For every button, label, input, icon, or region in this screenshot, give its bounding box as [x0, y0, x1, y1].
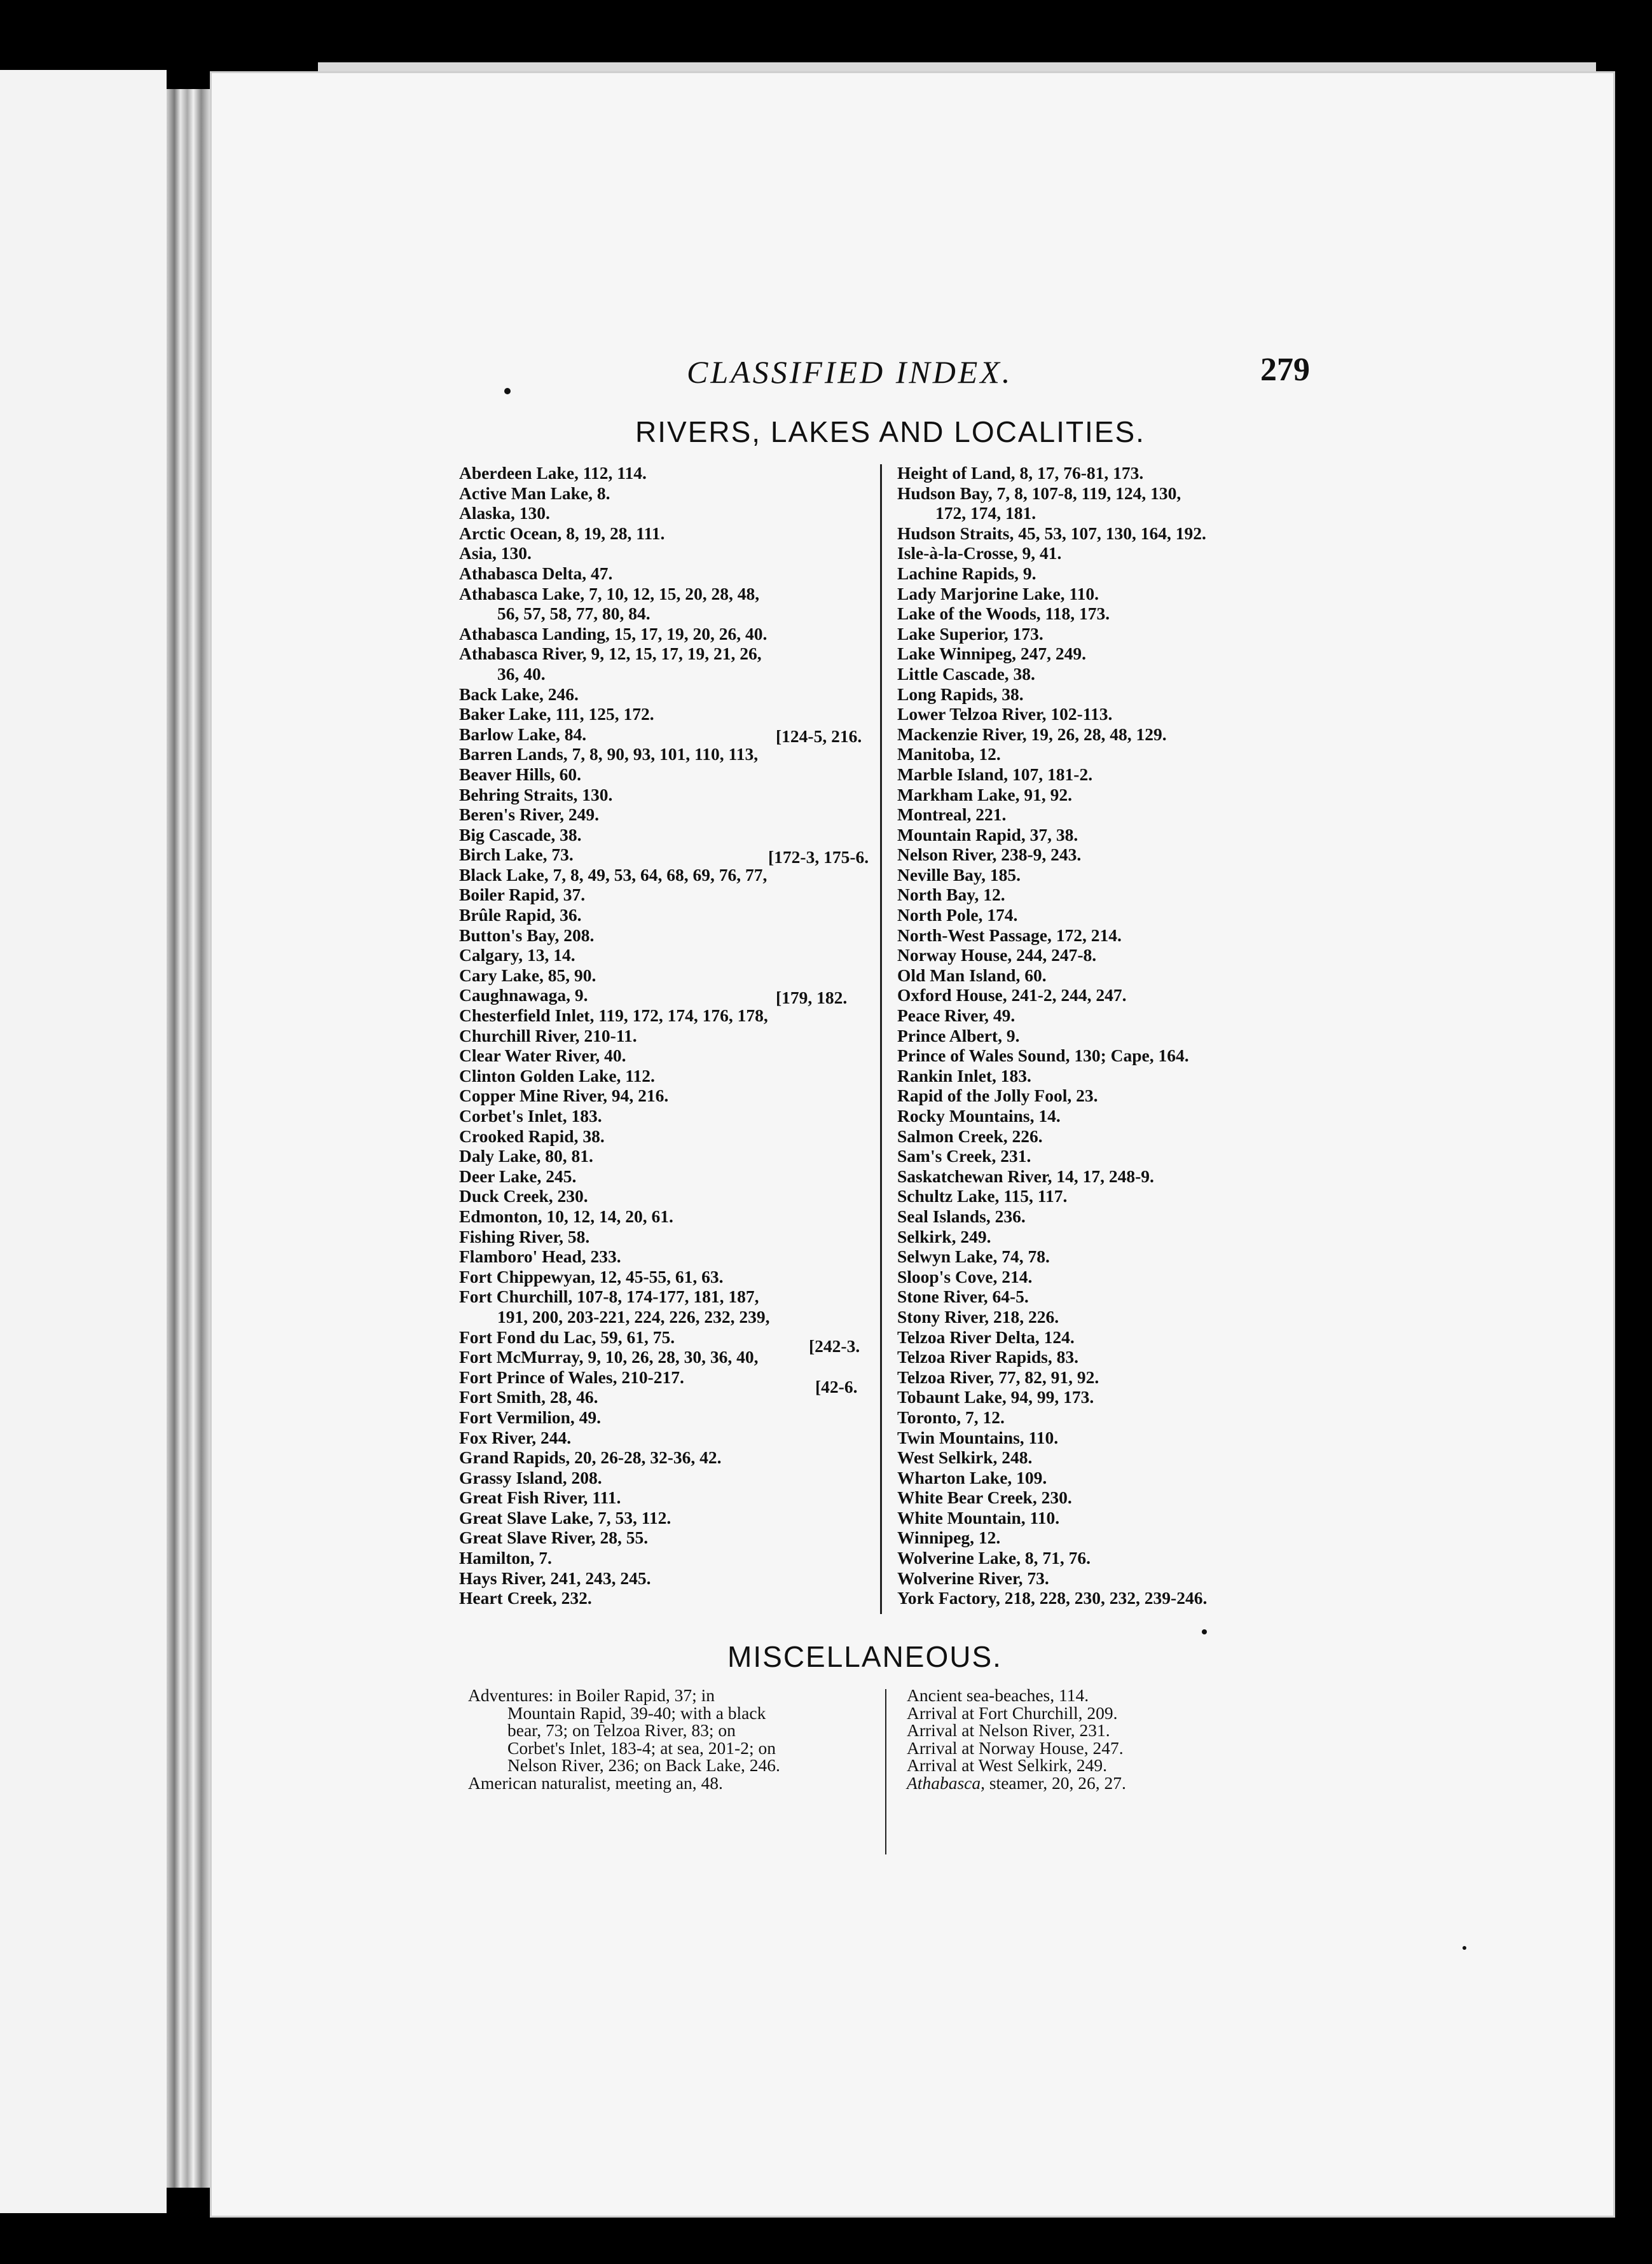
index-entry: Rocky Mountains, 14. — [897, 1106, 1061, 1126]
index-entry: Crooked Rapid, 38. — [459, 1126, 605, 1146]
index-entry: Fishing River, 58. — [459, 1226, 590, 1246]
index-entry: Asia, 130. — [459, 543, 532, 563]
index-entry: Grand Rapids, 20, 26-28, 32-36, 42. — [459, 1447, 722, 1468]
index-entry: Saskatchewan River, 14, 17, 248-9. — [897, 1166, 1154, 1186]
index-entry: Selwyn Lake, 74, 78. — [897, 1246, 1050, 1267]
index-entry: Old Man Island, 60. — [897, 965, 1047, 985]
index-entry: Little Cascade, 38. — [897, 663, 1035, 684]
index-entry: Duck Creek, 230. — [459, 1186, 588, 1206]
ink-speck — [1202, 1629, 1207, 1634]
index-entry: York Factory, 218, 228, 230, 232, 239-246. — [897, 1588, 1208, 1608]
index-entry: Fort Chippewyan, 12, 45-55, 61, 63. — [459, 1266, 724, 1287]
index-entry: Prince Albert, 9. — [897, 1025, 1020, 1046]
index-entry: Great Fish River, 111. — [459, 1487, 621, 1508]
index-entry: Athabasca Lake, 7, 10, 12, 15, 20, 28, 48, — [459, 583, 760, 604]
index-entry: Brûle Rapid, 36. — [459, 905, 582, 925]
index-entry: North Pole, 174. — [897, 905, 1018, 925]
index-entry: Manitoba, 12. — [897, 744, 1001, 764]
index-entry: Lake Winnipeg, 247, 249. — [897, 644, 1086, 664]
index-entry: Telzoa River Delta, 124. — [897, 1327, 1075, 1347]
misc-left-column — [468, 1687, 875, 1792]
index-entry: Fort Churchill, 107-8, 174-177, 181, 187, — [459, 1287, 759, 1307]
index-entry: Fort Vermilion, 49. — [459, 1407, 602, 1427]
column-divider — [880, 464, 882, 1614]
misc-entry-adventures — [468, 1687, 875, 1774]
ink-speck — [1463, 1946, 1466, 1950]
index-entry: Hays River, 241, 243, 245. — [459, 1568, 651, 1588]
index-entry: Arctic Ocean, 8, 19, 28, 111. — [459, 523, 665, 543]
index-entry: Deer Lake, 245. — [459, 1166, 577, 1186]
index-entry: Beren's River, 249. — [459, 804, 599, 825]
misc-right-column — [907, 1687, 1126, 1792]
index-entry: Birch Lake, 73. — [459, 845, 574, 865]
index-entry: Corbet's Inlet, 183. — [459, 1106, 602, 1126]
index-entry: Telzoa River Rapids, 83. — [897, 1347, 1078, 1367]
index-entry: Athabasca Landing, 15, 17, 19, 20, 26, 40. — [459, 623, 767, 644]
overflow-note: [124-5, 216. — [776, 726, 862, 746]
index-entry: Hudson Bay, 7, 8, 107-8, 119, 124, 130, — [897, 483, 1181, 503]
index-entry: Lake of the Woods, 118, 173. — [897, 604, 1110, 624]
index-entry: Churchill River, 210-11. — [459, 1025, 637, 1046]
index-entry: Wharton Lake, 109. — [897, 1467, 1047, 1487]
steamer-details: steamer, 20, 26, 27. — [984, 1772, 1126, 1793]
index-entry: Grassy Island, 208. — [459, 1467, 602, 1487]
misc-adventures-line: Adventures: in Boiler Rapid, 37; in — [468, 1685, 715, 1705]
index-entry-continuation: 191, 200, 203-221, 224, 226, 232, 239, — [497, 1306, 770, 1327]
overflow-note: [172-3, 175-6. — [768, 847, 869, 867]
index-entry: Daly Lake, 80, 81. — [459, 1146, 593, 1166]
index-entry-continuation: 172, 174, 181. — [935, 503, 1036, 523]
misc-adventures-line: Nelson River, 236; on Back Lake, 246. — [507, 1755, 780, 1776]
running-title: CLASSIFIED INDEX. — [687, 354, 1013, 390]
index-entry: Rankin Inlet, 183. — [897, 1065, 1031, 1086]
steamer-name: Athabasca, — [907, 1772, 985, 1793]
index-entry: Norway House, 244, 247-8. — [897, 945, 1097, 965]
index-entry: Tobaunt Lake, 94, 99, 173. — [897, 1387, 1094, 1407]
ink-speck — [504, 388, 511, 394]
index-entry: Black Lake, 7, 8, 49, 53, 64, 68, 69, 76, 77, — [459, 864, 767, 885]
index-entry: Fort Smith, 28, 46. — [459, 1387, 598, 1407]
index-entry: Beaver Hills, 60. — [459, 764, 581, 784]
index-entry-continuation: 36, 40. — [497, 663, 546, 684]
misc-entry-athabasca-steamer — [907, 1774, 1126, 1792]
index-entry: Great Slave River, 28, 55. — [459, 1528, 649, 1548]
index-entry: Winnipeg, 12. — [897, 1528, 1001, 1548]
index-entry: Wolverine River, 73. — [897, 1568, 1049, 1588]
index-entry: Athabasca River, 9, 12, 15, 17, 19, 21, 26, — [459, 644, 762, 664]
index-entry: Chesterfield Inlet, 119, 172, 174, 176, 178, — [459, 1005, 768, 1026]
index-entry: Sloop's Cove, 214. — [897, 1266, 1033, 1287]
misc-entry-american-naturalist: American naturalist, meeting an, 48. — [468, 1772, 723, 1793]
index-entry: Hamilton, 7. — [459, 1548, 552, 1568]
index-entry: Lower Telzoa River, 102-113. — [897, 704, 1113, 724]
index-entry: Fox River, 244. — [459, 1427, 572, 1447]
index-entry: Oxford House, 241-2, 244, 247. — [897, 985, 1127, 1005]
misc-entry: Arrival at Nelson River, 231. — [907, 1720, 1110, 1741]
index-entry: Rapid of the Jolly Fool, 23. — [897, 1086, 1098, 1106]
index-entry: Caughnawaga, 9. — [459, 985, 588, 1005]
page-number: 279 — [1260, 352, 1310, 388]
index-entry: Clear Water River, 40. — [459, 1046, 626, 1066]
index-entry: Fort McMurray, 9, 10, 26, 28, 30, 36, 40, — [459, 1347, 759, 1367]
running-header — [687, 354, 1310, 398]
index-entry: Prince of Wales Sound, 130; Cape, 164. — [897, 1046, 1189, 1066]
book-gutter — [167, 89, 210, 2188]
index-entry-continuation: 56, 57, 58, 77, 80, 84. — [497, 604, 650, 624]
index-entry: Behring Straits, 130. — [459, 784, 613, 804]
section-title-miscellaneous: MISCELLANEOUS. — [727, 1640, 1002, 1673]
index-entry: Big Cascade, 38. — [459, 824, 582, 845]
rivers-left-column — [459, 463, 770, 1608]
index-entry: West Selkirk, 248. — [897, 1447, 1033, 1468]
index-entry: Stone River, 64-5. — [897, 1287, 1029, 1307]
misc-entry: Arrival at West Selkirk, 249. — [907, 1755, 1108, 1776]
index-entry: Markham Lake, 91, 92. — [897, 784, 1072, 804]
index-entry: Seal Islands, 236. — [897, 1206, 1026, 1226]
index-entry: Alaska, 130. — [459, 503, 550, 523]
index-entry: Toronto, 7, 12. — [897, 1407, 1005, 1427]
misc-adventures-line: Corbet's Inlet, 183-4; at sea, 201-2; on — [507, 1737, 776, 1758]
misc-column-divider — [885, 1689, 886, 1854]
index-entry: North Bay, 12. — [897, 885, 1005, 905]
misc-entry: Arrival at Fort Churchill, 209. — [907, 1702, 1118, 1723]
index-entry: Salmon Creek, 226. — [897, 1126, 1043, 1146]
index-entry: Fort Prince of Wales, 210-217. — [459, 1367, 684, 1387]
index-entry: Aberdeen Lake, 112, 114. — [459, 463, 647, 483]
overflow-note: [179, 182. — [776, 988, 848, 1007]
index-entry: Edmonton, 10, 12, 14, 20, 61. — [459, 1206, 673, 1226]
index-entry: Height of Land, 8, 17, 76-81, 173. — [897, 463, 1144, 483]
misc-entry: Ancient sea-beaches, 114. — [907, 1685, 1089, 1705]
index-entry: Marble Island, 107, 181-2. — [897, 764, 1093, 784]
index-entry: Great Slave Lake, 7, 53, 112. — [459, 1507, 671, 1528]
index-entry: Lake Superior, 173. — [897, 623, 1043, 644]
index-entry: Barlow Lake, 84. — [459, 724, 587, 744]
index-entry: Sam's Creek, 231. — [897, 1146, 1031, 1166]
index-entry: Hudson Straits, 45, 53, 107, 130, 164, 192. — [897, 523, 1206, 543]
index-entry: Clinton Golden Lake, 112. — [459, 1065, 655, 1086]
index-entry: Peace River, 49. — [897, 1005, 1015, 1026]
index-entry: Fort Fond du Lac, 59, 61, 75. — [459, 1327, 675, 1347]
index-entry: Schultz Lake, 115, 117. — [897, 1186, 1068, 1206]
misc-entry: Arrival at Norway House, 247. — [907, 1737, 1124, 1758]
index-entry: Twin Mountains, 110. — [897, 1427, 1059, 1447]
index-entry: Neville Bay, 185. — [897, 864, 1021, 885]
index-entry: Montreal, 221. — [897, 804, 1007, 825]
section-title-rivers: RIVERS, LAKES AND LOCALITIES. — [635, 415, 1145, 448]
rivers-right-column — [897, 463, 1207, 1608]
index-entry: Copper Mine River, 94, 216. — [459, 1086, 669, 1106]
index-entry: White Bear Creek, 230. — [897, 1487, 1072, 1508]
index-entry: Mackenzie River, 19, 26, 28, 48, 129. — [897, 724, 1167, 744]
index-entry: Telzoa River, 77, 82, 91, 92. — [897, 1367, 1099, 1387]
index-entry: Cary Lake, 85, 90. — [459, 965, 596, 985]
index-entry: Mountain Rapid, 37, 38. — [897, 824, 1078, 845]
index-entry: North-West Passage, 172, 214. — [897, 925, 1122, 945]
index-entry: Active Man Lake, 8. — [459, 483, 610, 503]
index-entry: Flamboro' Head, 233. — [459, 1246, 621, 1267]
index-entry: Button's Bay, 208. — [459, 925, 595, 945]
index-entry: Boiler Rapid, 37. — [459, 885, 586, 905]
index-entry: Long Rapids, 38. — [897, 684, 1024, 704]
index-entry: Selkirk, 249. — [897, 1226, 991, 1246]
index-entry: Back Lake, 246. — [459, 684, 579, 704]
left-page-edge — [0, 70, 167, 2213]
index-entry: Nelson River, 238-9, 243. — [897, 845, 1082, 865]
index-entry: Stony River, 218, 226. — [897, 1306, 1059, 1327]
overflow-note: [42-6. — [815, 1377, 858, 1397]
index-entry: White Mountain, 110. — [897, 1507, 1060, 1528]
index-entry: Wolverine Lake, 8, 71, 76. — [897, 1548, 1091, 1568]
index-entry: Barren Lands, 7, 8, 90, 93, 101, 110, 113, — [459, 744, 759, 764]
index-entry: Calgary, 13, 14. — [459, 945, 575, 965]
index-entry: Heart Creek, 232. — [459, 1588, 592, 1608]
misc-adventures-line: bear, 73; on Telzoa River, 83; on — [507, 1720, 736, 1741]
index-entry: Baker Lake, 111, 125, 172. — [459, 704, 654, 724]
misc-adventures-line: Mountain Rapid, 39-40; with a black — [507, 1702, 766, 1723]
index-entry: Athabasca Delta, 47. — [459, 563, 613, 583]
index-entry: Isle-à-la-Crosse, 9, 41. — [897, 543, 1062, 563]
index-entry: Lachine Rapids, 9. — [897, 563, 1036, 583]
overflow-note: [242-3. — [809, 1336, 860, 1356]
index-entry: Lady Marjorine Lake, 110. — [897, 583, 1099, 604]
